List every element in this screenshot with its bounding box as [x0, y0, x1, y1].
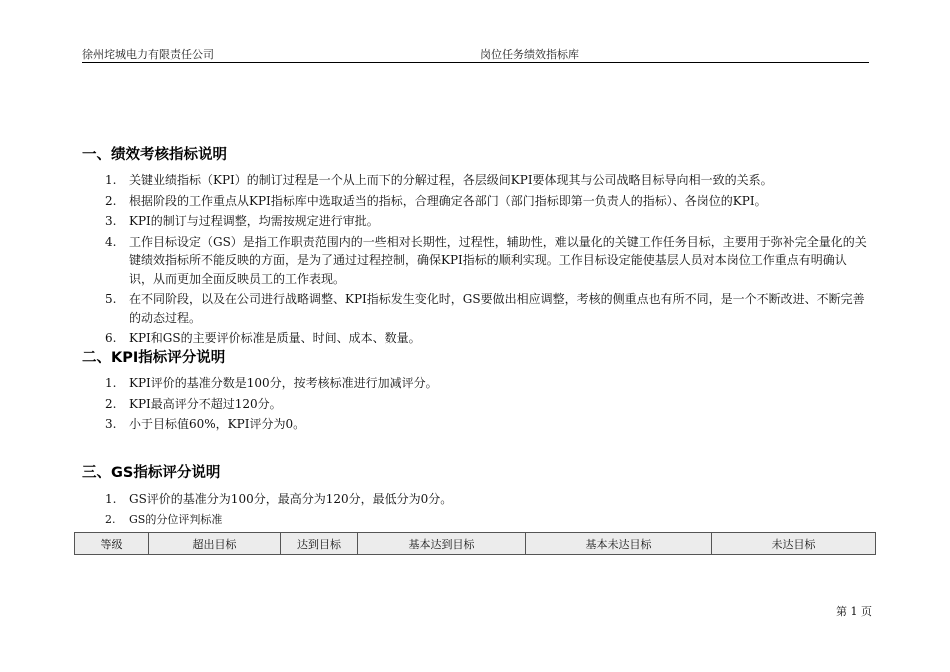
item-text: 在不同阶段，以及在公司进行战略调整、KPI指标发生变化时，GS要做出相应调整，考核的侧重点也有所不同，是一个不断改进、不断完善的动态过程。	[129, 292, 865, 325]
item-text: KPI最高评分不超过120分。	[129, 396, 282, 411]
list-item	[82, 192, 869, 211]
section-title-1: 一、绩效考核指标说明	[82, 147, 227, 163]
table-header-cell: 达到目标	[281, 533, 358, 555]
item-text: GS的分位评判标准	[129, 512, 223, 526]
list-item	[82, 290, 869, 327]
item-text: 小于目标值60%，KPI评分为0。	[129, 417, 306, 431]
item-text: KPI和GS的主要评价标准是质量、时间、成本、数量。	[129, 331, 421, 345]
item-number: 5.	[105, 292, 117, 306]
item-text: 根据阶段的工作重点从KPI指标库中选取适当的指标，合理确定各部门（部门指标即第一负责人的指标）、各岗位的KPI。	[129, 193, 767, 208]
item-number: 2.	[105, 193, 117, 208]
item-number: 4.	[105, 234, 117, 249]
section-title-2: 二、KPI指标评分说明	[82, 350, 226, 366]
item-text: GS评价的基准分为100分，最高分为120分，最低分为0分。	[129, 492, 453, 506]
list-item	[82, 233, 869, 289]
list-item	[82, 171, 869, 190]
list-item	[82, 415, 869, 434]
document-title: 岗位任务绩效指标库	[480, 48, 579, 61]
item-number: 1.	[105, 492, 117, 506]
item-number: 6.	[105, 331, 117, 345]
table-header-cell: 超出目标	[149, 533, 281, 555]
item-number: 2.	[105, 396, 117, 411]
list-item	[82, 374, 869, 393]
page-header	[82, 45, 869, 63]
section-title-3: 三、GS指标评分说明	[82, 465, 221, 481]
list-item	[82, 511, 869, 530]
list-item	[82, 329, 869, 348]
table-header-cell: 基本达到目标	[358, 533, 526, 555]
section-1-list	[82, 171, 869, 350]
section-2-list	[82, 374, 869, 436]
table-header-cell: 等级	[75, 533, 149, 555]
item-number: 3.	[105, 214, 117, 228]
item-number: 2.	[105, 512, 116, 526]
item-text: 关键业绩指标（KPI）的制订过程是一个从上而下的分解过程，各层级间KPI要体现其与公司战略目标导向相一致的关系。	[129, 173, 773, 187]
section-3-list	[82, 490, 869, 531]
item-text: 工作目标设定（GS）是指工作职责范围内的一些相对长期性，过程性，辅助性，难以量化的关键工作任务目标，主要用于弥补完全量化的关键绩效指标所不能反映的方面，是为了通过过程控制，确保KPI指标的顺利实现。工作目标设定能使基层人员对本岗位工作重点有明确认识，从而更加全面反映员工的工作表现。	[129, 234, 867, 286]
item-number: 1.	[105, 376, 117, 390]
item-text: KPI的制订与过程调整，均需按规定进行审批。	[129, 214, 379, 228]
list-item	[82, 212, 869, 231]
item-number: 1.	[105, 173, 117, 187]
item-text: KPI评价的基准分数是100分，按考核标准进行加减评分。	[129, 376, 438, 390]
item-number: 3.	[105, 417, 117, 431]
grade-table	[74, 532, 876, 555]
list-item	[82, 395, 869, 414]
page-number: 第 1 页	[836, 605, 872, 618]
company-name: 徐州垞城电力有限责任公司	[82, 48, 214, 61]
list-item	[82, 490, 869, 509]
table-header-cell: 未达目标	[712, 533, 876, 555]
table-header-row	[75, 533, 876, 555]
table-header-cell: 基本未达目标	[526, 533, 712, 555]
